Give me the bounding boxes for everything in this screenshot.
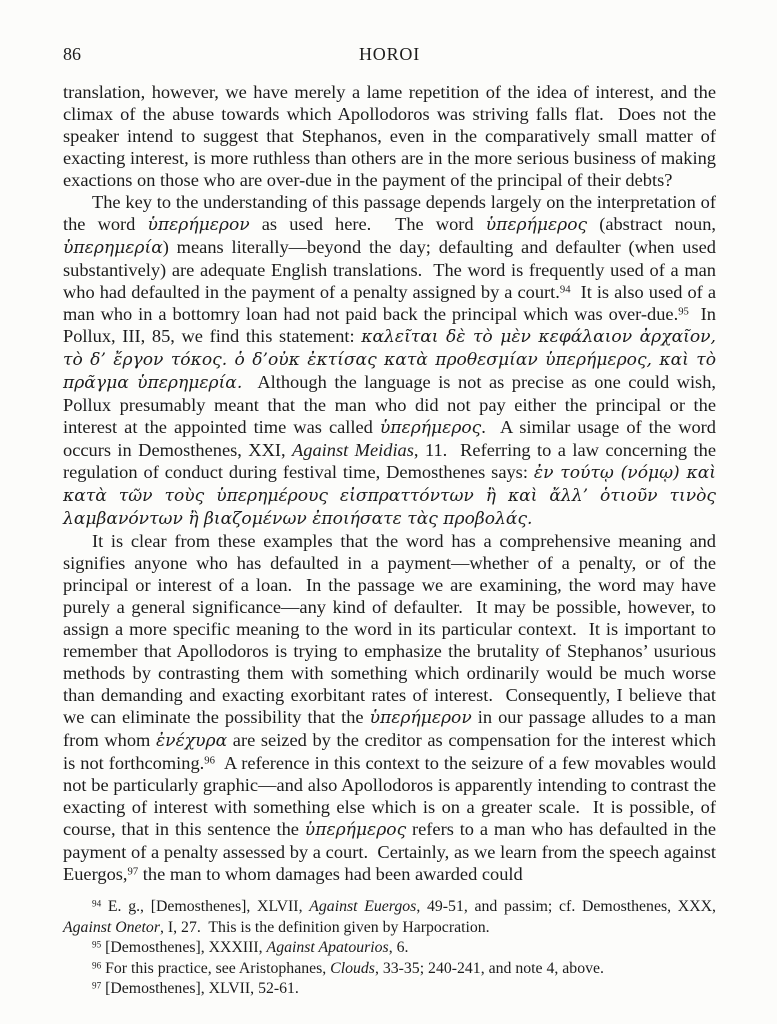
- body-text: [63, 81, 722, 885]
- footnotes-section: [63, 897, 720, 1000]
- footnote-ref: 96: [92, 959, 102, 970]
- italic-title-run: Against Euergos: [309, 898, 417, 915]
- text-run: refers to a man who has defaulted in the payment of a penalty assessed by a court. Certainly, as we learn from the speech against Euergos,: [63, 819, 721, 884]
- text-run: . A similar usage of the word occurs in Demosthenes, XXI,: [63, 417, 721, 460]
- text-run: , 6.: [388, 939, 409, 956]
- footnote-ref: 96: [204, 754, 215, 767]
- text-block: [63, 44, 722, 1000]
- greek-text-run: ὑπερήμερον: [147, 215, 250, 235]
- text-run: (abstract noun,: [587, 214, 721, 234]
- greek-text-run: ἐνέχυρα: [156, 731, 228, 751]
- greek-text-run: ἐν τούτῳ (νόμῳ) καὶ κατὰ τῶν τοὺς ὑπερημέρους εἰσπραττόντων ἢ καὶ ἄλλ’ ὁτιοῦν τινὸς λαμβανόντων ἢ βιαζομένων ἐποιήσατε τὰς προβολάς.: [63, 463, 722, 529]
- footnote-ref: 95: [678, 305, 689, 318]
- italic-title-run: Clouds: [330, 959, 375, 977]
- text-run: , 11. Referring to a law concerning the regulation of conduct during festival time, Demosthenes says:: [63, 440, 721, 482]
- body-paragraph: [63, 191, 722, 530]
- greek-text-run: ὑπερήμερος: [379, 418, 482, 438]
- footnote: [63, 938, 716, 959]
- footnote-ref: 97: [92, 980, 102, 991]
- text-run: In Pollux, III, 85, we find this statement:: [63, 304, 721, 346]
- text-run: [Demosthenes], XLVII, 52-61.: [101, 980, 299, 997]
- text-run: in our passage alludes to a man from whom: [63, 707, 721, 750]
- running-head-title: HOROI: [359, 44, 420, 64]
- greek-text-run: ὑπερήμερος: [304, 820, 407, 840]
- text-run: , 33-35; 240-241, and note 4, above.: [374, 959, 604, 977]
- text-run: as used here. The word: [249, 214, 486, 234]
- italic-title-run: Against Meidias: [292, 440, 414, 460]
- text-run: are seized by the creditor as compensation for the interest which is not forthcoming.: [63, 730, 721, 773]
- italic-title-run: Against Onetor: [63, 918, 160, 936]
- text-run: It is clear from these examples that the word has a comprehensive meaning and signifies anyone who has defaulted in a payment—whether of a penalty, or of the principal or interest of a loan. In the passage we are examining, the word may have purely a general significance—any kind of defaulter. It may be possible, however, to assign a more specific meaning to the word in its particular context. It is important to remember that Apollodoros is trying to emphasize the brutality of Stephanos’ usurious methods by contrasting them with something which ordinarily would be much worse than demanding and exacting exorbitant rates of interest. Consequently, I believe that we can eliminate the possibility that the: [63, 531, 721, 727]
- text-run: , I, 27. This is the definition given by Harpocration.: [159, 918, 490, 936]
- text-run: It is also used of a man who in a bottomry loan had not paid back the principal which was over-due.: [63, 282, 721, 324]
- footnote: [63, 979, 716, 1000]
- footnote-ref: 94: [559, 283, 571, 296]
- greek-text-run: ὑπερήμερον: [369, 708, 472, 728]
- text-run: The key to the understanding of this passage depends largely on the interpretation of the word: [63, 192, 721, 234]
- italic-title-run: Against Apatourios: [266, 939, 389, 956]
- text-run: Although the language is not as precise as one could wish, Pollux presumably meant that the man who did not pay either the principal or the interest at the appointed time was called: [63, 372, 721, 437]
- footnote-ref: 97: [127, 865, 139, 878]
- greek-text-run: ὑπερημερία: [63, 238, 163, 258]
- text-run: E. g., [Demosthenes], XLVII,: [101, 898, 310, 915]
- text-run: A reference in this context to the seizure of a few movables would not be particularly graphic—and also Apollodoros is apparently intending to contrast the exacting of interest with something else which is on a greater scale. It is possible, of course, that in this sentence the: [63, 753, 721, 839]
- greek-text-run: καλεῖται δὲ τὸ μὲν κεφάλαιον ἀρχαῖον, τὸ δ’ ἔργον τόκος. ὁ δ’οὐκ ἐκτίσας κατὰ προθεσμίαν ὑπερήμερος, καὶ τὸ πρᾶγμα ὑπερημερία.: [63, 327, 722, 393]
- text-run: ) means literally—beyond the day; defaulting and defaulter (when used substantively) are adequate English translations. The word is frequently used of a man who had defaulted in the payment of a penalty assigned by a court.: [63, 237, 721, 302]
- footnote: [63, 959, 716, 980]
- text-run: For this practice, see Aristophanes,: [101, 959, 331, 977]
- text-run: translation, however, we have merely a lame repetition of the idea of interest, and the climax of the abuse towards which Apollodoros was striving falls flat. Does not the speaker intend to suggest that Stephanos, even in the comparatively small matter of exacting interest, is more ruthless than others are in the more serious business of making exactions on those who are over-due in the payment of the principal of their debts?: [63, 82, 721, 190]
- body-paragraph: [63, 81, 721, 191]
- text-run: the man to whom damages had been awarded could: [138, 864, 523, 884]
- footnote-ref: 94: [92, 898, 102, 909]
- page-number: 86: [63, 44, 81, 64]
- running-head: [63, 44, 716, 65]
- text-run: , 49-51, and passim; cf. Demosthenes, XXX,: [416, 898, 720, 915]
- footnote: [63, 897, 720, 938]
- greek-text-run: ὑπερήμερος: [485, 215, 588, 235]
- footnote-ref: 95: [92, 939, 102, 950]
- body-paragraph: [63, 530, 721, 885]
- text-run: [Demosthenes], XXXIII,: [101, 939, 267, 956]
